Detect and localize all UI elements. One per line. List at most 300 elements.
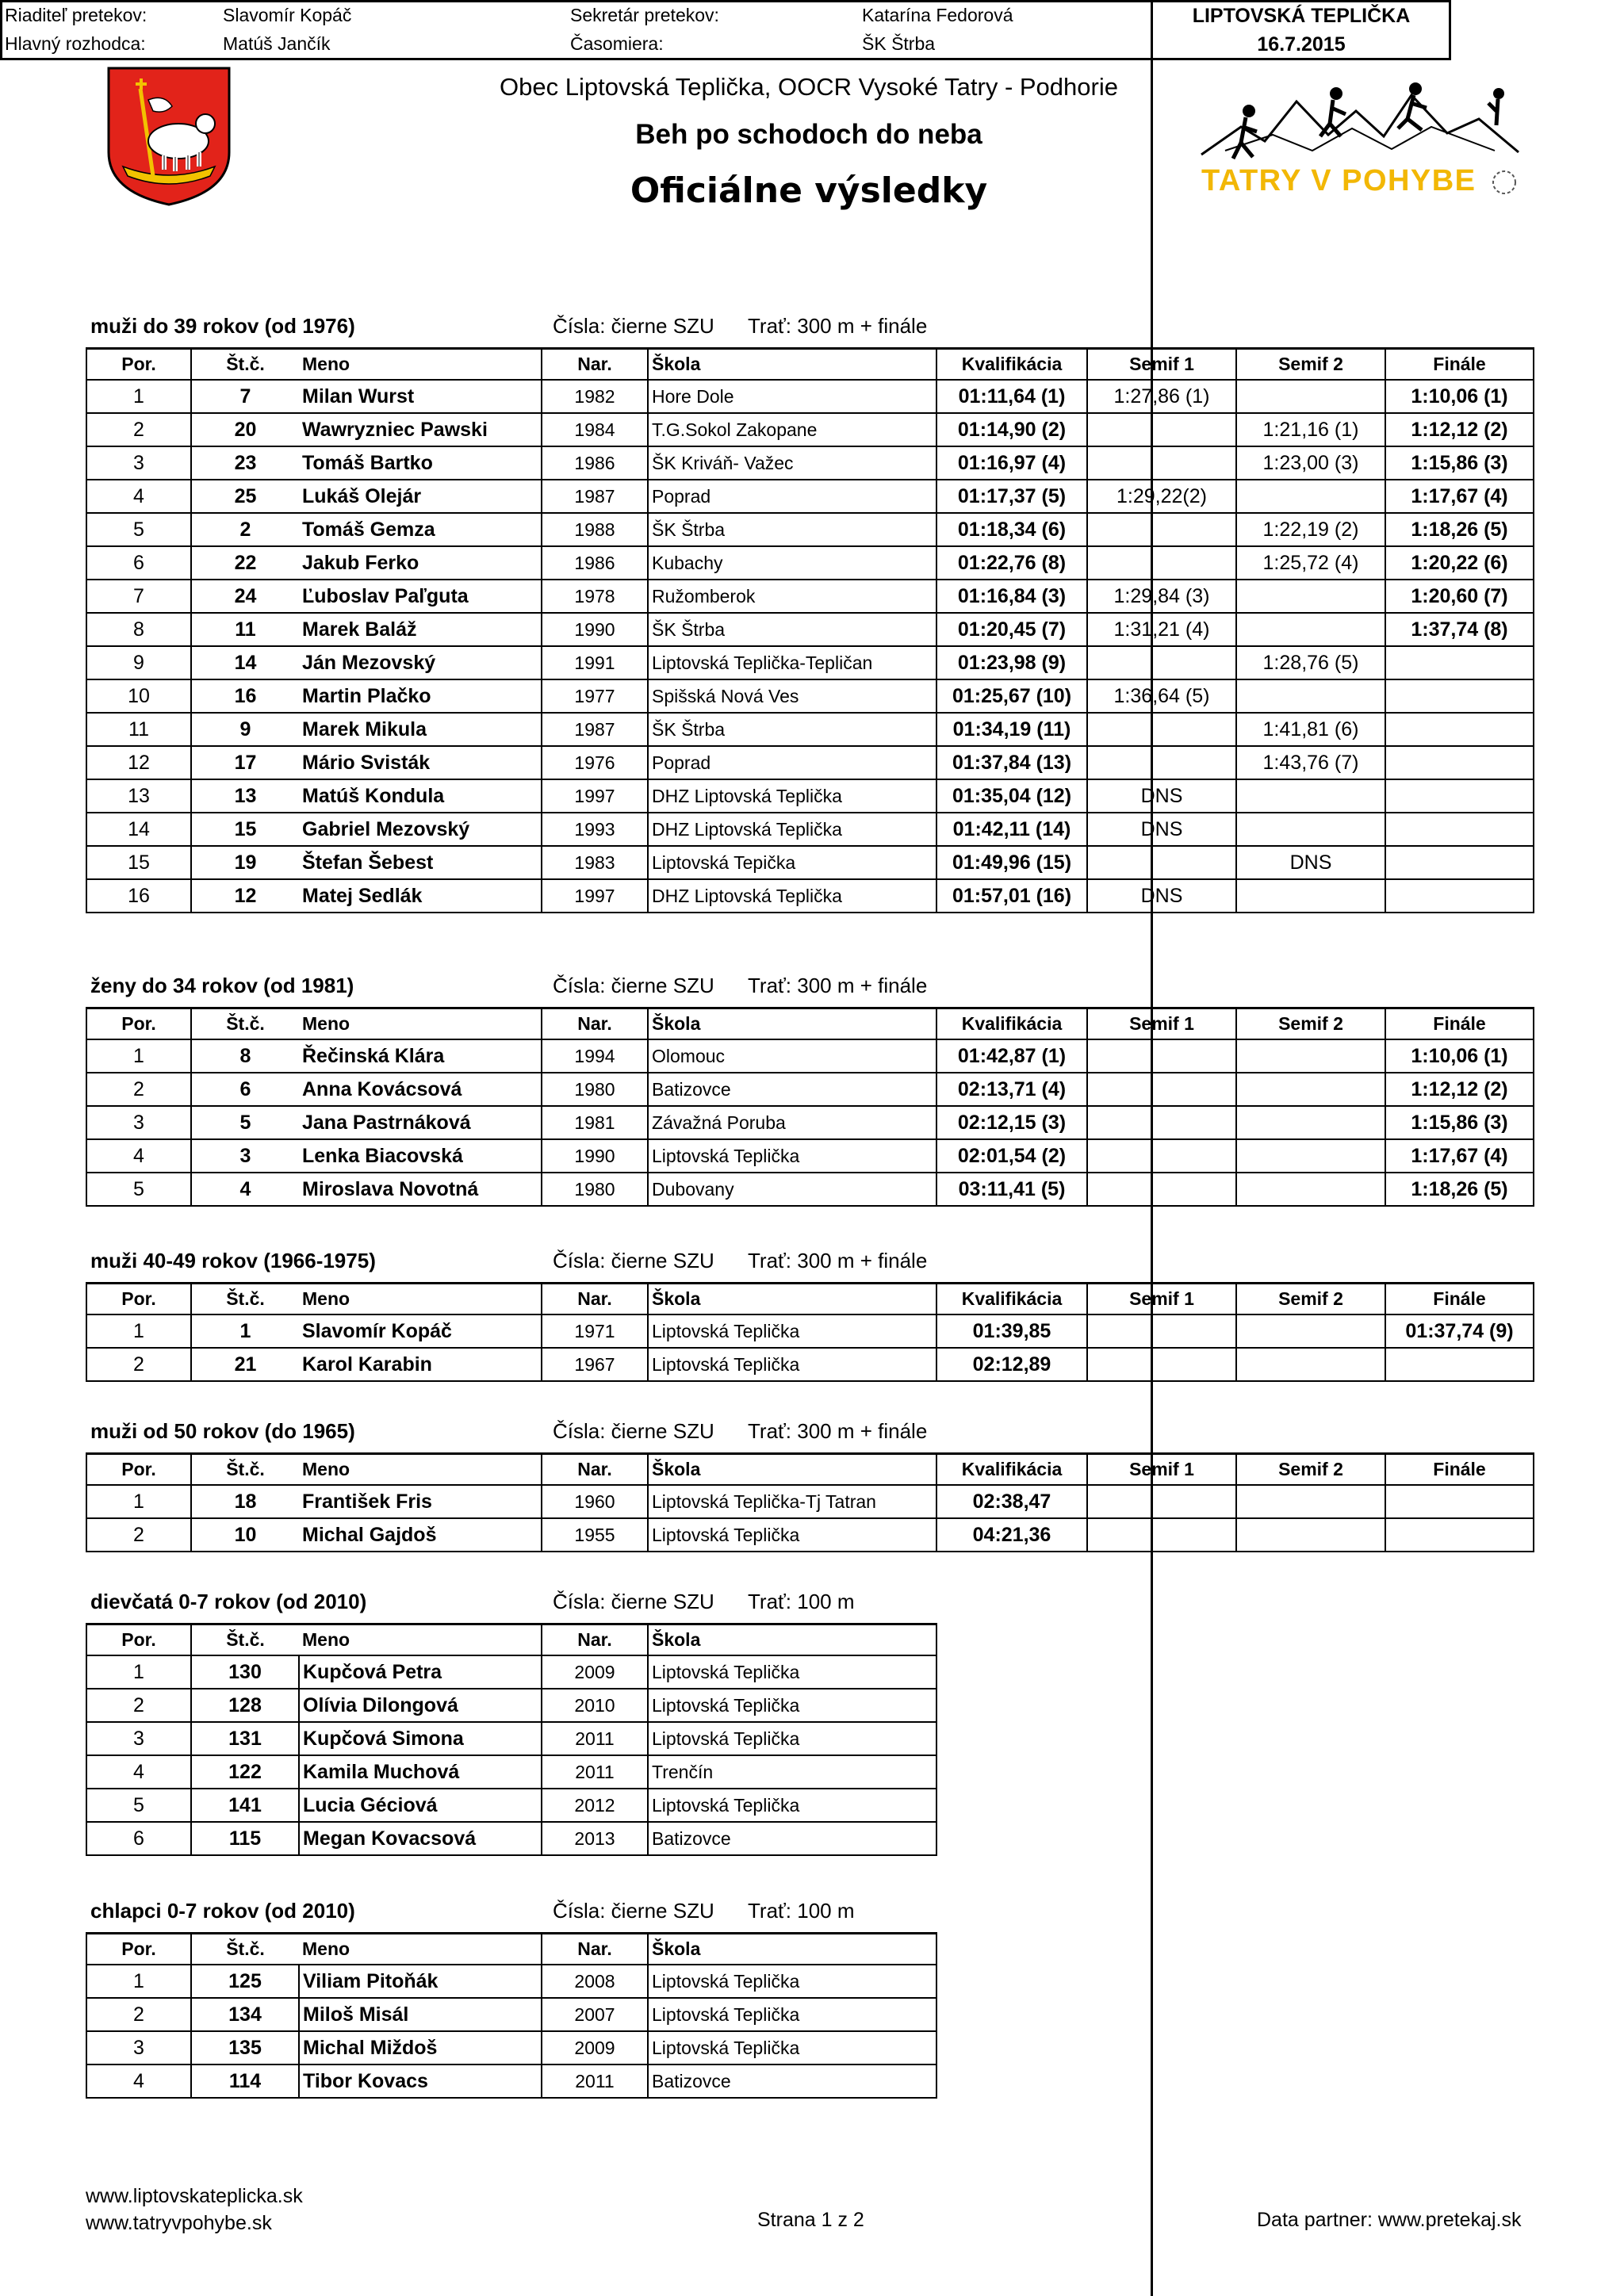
- section-title: chlapci 0-7 rokov (od 2010): [90, 1899, 355, 1923]
- table-cell: 15: [86, 846, 191, 879]
- table-row: [86, 846, 1534, 879]
- table-cell: ŠK Štrba: [648, 613, 936, 646]
- table-row: [86, 2064, 936, 2098]
- table-cell: Tomáš Bartko: [299, 446, 542, 480]
- table-cell: 1: [86, 1314, 191, 1348]
- section-title: muži do 39 rokov (od 1976): [90, 314, 355, 338]
- column-header: Semif 1: [1087, 1284, 1236, 1315]
- table-cell: [1236, 580, 1385, 613]
- section-track: Trať: 100 m: [748, 1590, 855, 1613]
- table-cell: 1:37,74 (8): [1385, 613, 1534, 646]
- table-cell: 1:23,00 (3): [1236, 446, 1385, 480]
- table-cell: Liptovská Teplička: [648, 1965, 936, 1998]
- table-cell: 1976: [542, 746, 648, 779]
- table-cell: 1955: [542, 1518, 648, 1552]
- table-cell: [1236, 779, 1385, 813]
- column-header: Por.: [86, 1934, 191, 1965]
- table-cell: 1993: [542, 813, 648, 846]
- table-cell: [1087, 646, 1236, 679]
- table-cell: Řečinská Klára: [299, 1039, 542, 1073]
- column-header: Škola: [648, 1934, 936, 1965]
- table-cell: 125: [191, 1965, 299, 1998]
- table-cell: [1087, 1039, 1236, 1073]
- table-cell: Trenčín: [648, 1755, 936, 1789]
- table-cell: Megan Kovacsová: [299, 1822, 542, 1855]
- table-cell: 1:12,12 (2): [1385, 413, 1534, 446]
- village-coat-of-arms-icon: [105, 65, 232, 208]
- table-cell: [1385, 1518, 1534, 1552]
- table-cell: 17: [191, 746, 299, 779]
- table-row: [86, 1965, 936, 1998]
- table-cell: 12: [191, 879, 299, 913]
- table-cell: 8: [86, 613, 191, 646]
- section-title: muži od 50 rokov (do 1965): [90, 1419, 355, 1443]
- table-cell: Michal Gajdoš: [299, 1518, 542, 1552]
- table-cell: Ružomberok: [648, 580, 936, 613]
- table-cell: 1980: [542, 1173, 648, 1206]
- table-cell: 02:01,54 (2): [936, 1139, 1087, 1173]
- table-cell: 2: [86, 1348, 191, 1381]
- column-header: Škola: [648, 1008, 936, 1040]
- table-cell: [1087, 1073, 1236, 1106]
- table-cell: ŠK Kriváň- Važec: [648, 446, 936, 480]
- table-cell: [1087, 546, 1236, 580]
- table-cell: [1087, 1485, 1236, 1518]
- section-title: muži 40-49 rokov (1966-1975): [90, 1249, 376, 1272]
- table-cell: 1987: [542, 713, 648, 746]
- table-cell: Marek Mikula: [299, 713, 542, 746]
- table-cell: 1:18,26 (5): [1385, 513, 1534, 546]
- table-cell: Liptovská Teplička: [648, 1518, 936, 1552]
- table-cell: 2009: [542, 1655, 648, 1689]
- page-title: Oficiálne výsledky: [630, 170, 988, 211]
- table-row: [86, 1789, 936, 1822]
- table-cell: 2008: [542, 1965, 648, 1998]
- table-cell: Marek Baláž: [299, 613, 542, 646]
- table-cell: 1994: [542, 1039, 648, 1073]
- table-row: [86, 480, 1534, 513]
- logo-text: TATRY V POHYBE: [1201, 164, 1475, 197]
- table-cell: Liptovská Teplička: [648, 1314, 936, 1348]
- column-header: Kvalifikácia: [936, 1454, 1087, 1486]
- table-cell: Batizovce: [648, 1822, 936, 1855]
- table-cell: [1236, 1039, 1385, 1073]
- table-cell: 01:42,87 (1): [936, 1039, 1087, 1073]
- table-cell: 01:23,98 (9): [936, 646, 1087, 679]
- table-cell: DHZ Liptovská Teplička: [648, 813, 936, 846]
- table-cell: [1087, 1348, 1236, 1381]
- table-cell: 01:57,01 (16): [936, 879, 1087, 913]
- footer-website-1[interactable]: www.liptovskateplicka.sk: [86, 2185, 303, 2207]
- table-cell: 1997: [542, 879, 648, 913]
- table-row: [86, 713, 1534, 746]
- table-cell: 16: [86, 879, 191, 913]
- table-cell: DHZ Liptovská Teplička: [648, 779, 936, 813]
- table-cell: 1986: [542, 546, 648, 580]
- table-cell: 1:10,06 (1): [1385, 380, 1534, 413]
- table-cell: Hore Dole: [648, 380, 936, 413]
- table-cell: 1:17,67 (4): [1385, 480, 1534, 513]
- table-cell: 2007: [542, 1998, 648, 2031]
- table-cell: 1:22,19 (2): [1236, 513, 1385, 546]
- table-row: [86, 380, 1534, 413]
- table-cell: DNS: [1087, 813, 1236, 846]
- referee-label: Hlavný rozhodca:: [5, 33, 146, 54]
- table-row: [86, 1173, 1534, 1206]
- table-cell: 128: [191, 1689, 299, 1722]
- table-cell: 15: [191, 813, 299, 846]
- section-numbers: Čísla: čierne SZU: [553, 1590, 714, 1613]
- table-cell: 115: [191, 1822, 299, 1855]
- table-cell: 1:18,26 (5): [1385, 1173, 1534, 1206]
- table-cell: Miloš Misál: [299, 1998, 542, 2031]
- table-cell: Anna Kovácsová: [299, 1073, 542, 1106]
- table-cell: Liptovská Teplička: [648, 1722, 936, 1755]
- column-header: Št.č.: [191, 1284, 299, 1315]
- table-cell: Lukáš Olejár: [299, 480, 542, 513]
- table-cell: Kupčová Simona: [299, 1722, 542, 1755]
- table-cell: 1978: [542, 580, 648, 613]
- table-cell: Matej Sedlák: [299, 879, 542, 913]
- table-row: [86, 546, 1534, 580]
- table-cell: 01:22,76 (8): [936, 546, 1087, 580]
- table-cell: Jana Pastrnáková: [299, 1106, 542, 1139]
- table-cell: 1:12,12 (2): [1385, 1073, 1534, 1106]
- table-cell: 1: [191, 1314, 299, 1348]
- table-row: [86, 1755, 936, 1789]
- table-cell: 1:21,16 (1): [1236, 413, 1385, 446]
- table-cell: 19: [191, 846, 299, 879]
- table-cell: Ľuboslav Paľguta: [299, 580, 542, 613]
- table-cell: 20: [191, 413, 299, 446]
- section-title: ženy do 34 rokov (od 1981): [90, 974, 354, 997]
- table-cell: [1385, 1485, 1534, 1518]
- table-cell: 1:20,60 (7): [1385, 580, 1534, 613]
- table-row: [86, 779, 1534, 813]
- column-header: Semif 1: [1087, 1454, 1236, 1486]
- table-cell: Gabriel Mezovský: [299, 813, 542, 846]
- section-track: Trať: 300 m + finále: [748, 1419, 928, 1443]
- table-row: [86, 746, 1534, 779]
- table-cell: Štefan Šebest: [299, 846, 542, 879]
- table-cell: Mário Svisták: [299, 746, 542, 779]
- table-cell: 01:18,34 (6): [936, 513, 1087, 546]
- table-row: [86, 1655, 936, 1689]
- table-cell: 13: [86, 779, 191, 813]
- table-cell: [1087, 1173, 1236, 1206]
- section-track: Trať: 300 m + finále: [748, 1249, 928, 1272]
- event-title: Beh po schodoch do neba: [635, 119, 982, 150]
- table-cell: 2: [86, 1998, 191, 2031]
- table-cell: 1981: [542, 1106, 648, 1139]
- table-cell: 1:15,86 (3): [1385, 446, 1534, 480]
- results-table: [86, 1452, 1534, 1552]
- table-cell: 5: [86, 513, 191, 546]
- table-cell: 02:13,71 (4): [936, 1073, 1087, 1106]
- column-header: Finále: [1385, 1454, 1534, 1486]
- table-cell: 1:41,81 (6): [1236, 713, 1385, 746]
- table-cell: [1385, 846, 1534, 879]
- table-cell: [1385, 679, 1534, 713]
- table-cell: Michal Miždoš: [299, 2031, 542, 2064]
- column-header: Semif 1: [1087, 1008, 1236, 1040]
- table-cell: Matúš Kondula: [299, 779, 542, 813]
- table-cell: 01:42,11 (14): [936, 813, 1087, 846]
- table-cell: 1:29,84 (3): [1087, 580, 1236, 613]
- results-table: [86, 1932, 937, 2099]
- referee-name: Matúš Jančík: [223, 33, 331, 54]
- table-cell: 01:34,19 (11): [936, 713, 1087, 746]
- table-cell: 02:38,47: [936, 1485, 1087, 1518]
- table-cell: [1385, 646, 1534, 679]
- table-cell: 3: [86, 1106, 191, 1139]
- table-cell: 1967: [542, 1348, 648, 1381]
- table-cell: [1236, 1073, 1385, 1106]
- table-cell: 1991: [542, 646, 648, 679]
- table-cell: 4: [86, 1755, 191, 1789]
- table-cell: 5: [86, 1789, 191, 1822]
- table-cell: [1236, 1106, 1385, 1139]
- table-cell: 4: [191, 1173, 299, 1206]
- column-header: Por.: [86, 1284, 191, 1315]
- race-info-box: [0, 0, 1451, 60]
- column-header: Št.č.: [191, 349, 299, 381]
- column-header: Meno: [299, 1454, 542, 1486]
- table-cell: 2010: [542, 1689, 648, 1722]
- table-cell: DHZ Liptovská Teplička: [648, 879, 936, 913]
- column-header: Nar.: [542, 1624, 648, 1656]
- table-cell: Martin Plačko: [299, 679, 542, 713]
- table-cell: 01:17,37 (5): [936, 480, 1087, 513]
- table-cell: 01:11,64 (1): [936, 380, 1087, 413]
- table-cell: František Fris: [299, 1485, 542, 1518]
- table-row: [86, 1073, 1534, 1106]
- section-numbers: Čísla: čierne SZU: [553, 1899, 714, 1923]
- data-partner: Data partner: www.pretekaj.sk: [1257, 2209, 1522, 2231]
- table-row: [86, 413, 1534, 446]
- table-cell: Liptovská Teplička: [648, 1689, 936, 1722]
- table-cell: 14: [191, 646, 299, 679]
- table-cell: Wawryzniec Pawski: [299, 413, 542, 446]
- table-row: [86, 1485, 1534, 1518]
- table-cell: 2012: [542, 1789, 648, 1822]
- column-header: Nar.: [542, 349, 648, 381]
- column-header: Finále: [1385, 1284, 1534, 1315]
- table-row: [86, 613, 1534, 646]
- column-header: Kvalifikácia: [936, 349, 1087, 381]
- table-cell: 1:20,22 (6): [1385, 546, 1534, 580]
- column-header: Semif 1: [1087, 349, 1236, 381]
- table-cell: 1:43,76 (7): [1236, 746, 1385, 779]
- director-name: Slavomír Kopáč: [223, 5, 352, 25]
- table-row: [86, 1998, 936, 2031]
- column-header: Kvalifikácia: [936, 1284, 1087, 1315]
- table-cell: Ján Mezovský: [299, 646, 542, 679]
- table-cell: 1: [86, 380, 191, 413]
- table-cell: [1236, 679, 1385, 713]
- table-cell: 3: [86, 2031, 191, 2064]
- column-header: Meno: [299, 349, 542, 381]
- table-cell: 11: [191, 613, 299, 646]
- table-row: [86, 513, 1534, 546]
- table-cell: [1236, 380, 1385, 413]
- column-header: Meno: [299, 1284, 542, 1315]
- table-cell: Závažná Poruba: [648, 1106, 936, 1139]
- table-cell: 1971: [542, 1314, 648, 1348]
- column-header: Por.: [86, 1008, 191, 1040]
- table-cell: 01:37,74 (9): [1385, 1314, 1534, 1348]
- table-row: [86, 1348, 1534, 1381]
- table-cell: 7: [191, 380, 299, 413]
- table-cell: 1960: [542, 1485, 648, 1518]
- column-header: Por.: [86, 349, 191, 381]
- table-cell: 9: [191, 713, 299, 746]
- table-cell: [1236, 1314, 1385, 1348]
- column-header: Por.: [86, 1624, 191, 1656]
- table-cell: Kamila Muchová: [299, 1755, 542, 1789]
- table-cell: 10: [86, 679, 191, 713]
- table-cell: 01:35,04 (12): [936, 779, 1087, 813]
- table-cell: [1385, 779, 1534, 813]
- table-cell: 1:27,86 (1): [1087, 380, 1236, 413]
- column-header: Št.č.: [191, 1454, 299, 1486]
- table-cell: 5: [191, 1106, 299, 1139]
- footer-website-2[interactable]: www.tatryvpohybe.sk: [86, 2212, 272, 2234]
- section-track: Trať: 300 m + finále: [748, 314, 928, 338]
- table-cell: 9: [86, 646, 191, 679]
- table-cell: 131: [191, 1722, 299, 1755]
- section-numbers: Čísla: čierne SZU: [553, 1419, 714, 1443]
- table-cell: [1236, 480, 1385, 513]
- table-cell: 24: [191, 580, 299, 613]
- table-row: [86, 580, 1534, 613]
- column-header: Št.č.: [191, 1624, 299, 1656]
- table-cell: 130: [191, 1655, 299, 1689]
- table-cell: 1984: [542, 413, 648, 446]
- table-cell: Liptovská Teplička: [648, 1139, 936, 1173]
- column-header: Semif 2: [1236, 1454, 1385, 1486]
- column-header: Kvalifikácia: [936, 1008, 1087, 1040]
- table-cell: 1: [86, 1965, 191, 1998]
- table-row: [86, 1139, 1534, 1173]
- table-row: [86, 1722, 936, 1755]
- secretary-label: Sekretár pretekov:: [570, 5, 719, 25]
- table-cell: Liptovská Teplička: [648, 1998, 936, 2031]
- section-title: dievčatá 0-7 rokov (od 2010): [90, 1590, 367, 1613]
- table-cell: 2: [86, 1073, 191, 1106]
- column-header: Škola: [648, 349, 936, 381]
- table-cell: 7: [86, 580, 191, 613]
- column-header: Semif 2: [1236, 1284, 1385, 1315]
- table-cell: Liptovská Teplička: [648, 1789, 936, 1822]
- table-cell: Liptovská Teplička: [648, 2031, 936, 2064]
- table-row: [86, 1039, 1534, 1073]
- table-cell: 1982: [542, 380, 648, 413]
- table-row: [86, 1314, 1534, 1348]
- column-header: Finále: [1385, 349, 1534, 381]
- table-cell: 1997: [542, 779, 648, 813]
- table-cell: 02:12,15 (3): [936, 1106, 1087, 1139]
- table-cell: Slavomír Kopáč: [299, 1314, 542, 1348]
- table-cell: 01:49,96 (15): [936, 846, 1087, 879]
- table-cell: [1087, 513, 1236, 546]
- table-cell: 1:29,22(2): [1087, 480, 1236, 513]
- table-cell: 14: [86, 813, 191, 846]
- results-table: [86, 1623, 937, 1856]
- table-cell: 1:15,86 (3): [1385, 1106, 1534, 1139]
- tatry-v-pohybe-logo: [1193, 79, 1526, 206]
- table-cell: Olívia Dilongová: [299, 1689, 542, 1722]
- secretary-name: Katarína Fedorová: [862, 5, 1013, 25]
- table-cell: DNS: [1087, 779, 1236, 813]
- table-cell: 25: [191, 480, 299, 513]
- table-cell: 01:37,84 (13): [936, 746, 1087, 779]
- table-cell: 1:25,72 (4): [1236, 546, 1385, 580]
- table-cell: 134: [191, 1998, 299, 2031]
- timing-name: ŠK Štrba: [862, 33, 936, 54]
- table-row: [86, 1518, 1534, 1552]
- table-cell: 1:17,67 (4): [1385, 1139, 1534, 1173]
- table-cell: [1236, 1173, 1385, 1206]
- column-header: Nar.: [542, 1454, 648, 1486]
- table-cell: 2: [86, 413, 191, 446]
- table-cell: 16: [191, 679, 299, 713]
- table-cell: 1: [86, 1485, 191, 1518]
- column-header: Nar.: [542, 1284, 648, 1315]
- table-cell: 4: [86, 1139, 191, 1173]
- table-row: [86, 813, 1534, 846]
- table-cell: 2011: [542, 2064, 648, 2098]
- table-cell: 01:16,84 (3): [936, 580, 1087, 613]
- table-cell: 10: [191, 1518, 299, 1552]
- table-cell: 21: [191, 1348, 299, 1381]
- section-track: Trať: 300 m + finále: [748, 974, 928, 997]
- table-cell: 141: [191, 1789, 299, 1822]
- table-cell: 1977: [542, 679, 648, 713]
- table-cell: [1087, 1314, 1236, 1348]
- table-cell: Jakub Ferko: [299, 546, 542, 580]
- table-cell: 01:20,45 (7): [936, 613, 1087, 646]
- column-header: Meno: [299, 1008, 542, 1040]
- table-cell: 2011: [542, 1722, 648, 1755]
- race-place: LIPTOVSKÁ TEPLIČKA: [1192, 5, 1411, 27]
- table-cell: 01:16,97 (4): [936, 446, 1087, 480]
- table-cell: T.G.Sokol Zakopane: [648, 413, 936, 446]
- table-cell: 3: [86, 446, 191, 480]
- table-cell: [1385, 879, 1534, 913]
- table-cell: Milan Wurst: [299, 380, 542, 413]
- table-row: [86, 2031, 936, 2064]
- section-numbers: Čísla: čierne SZU: [553, 314, 714, 338]
- table-cell: 1990: [542, 613, 648, 646]
- table-cell: 1:28,76 (5): [1236, 646, 1385, 679]
- table-cell: Liptovská Teplička-Tepličan: [648, 646, 936, 679]
- timing-label: Časomiera:: [570, 33, 664, 54]
- table-cell: Karol Karabin: [299, 1348, 542, 1381]
- table-cell: [1236, 879, 1385, 913]
- table-cell: [1385, 1348, 1534, 1381]
- column-header: Semif 2: [1236, 349, 1385, 381]
- table-cell: Kubachy: [648, 546, 936, 580]
- table-cell: 114: [191, 2064, 299, 2098]
- section-track: Trať: 100 m: [748, 1899, 855, 1923]
- table-cell: 3: [191, 1139, 299, 1173]
- column-header: Semif 2: [1236, 1008, 1385, 1040]
- column-header: Finále: [1385, 1008, 1534, 1040]
- table-cell: Liptovská Tepička: [648, 846, 936, 879]
- column-header: Št.č.: [191, 1008, 299, 1040]
- table-cell: Lucia Géciová: [299, 1789, 542, 1822]
